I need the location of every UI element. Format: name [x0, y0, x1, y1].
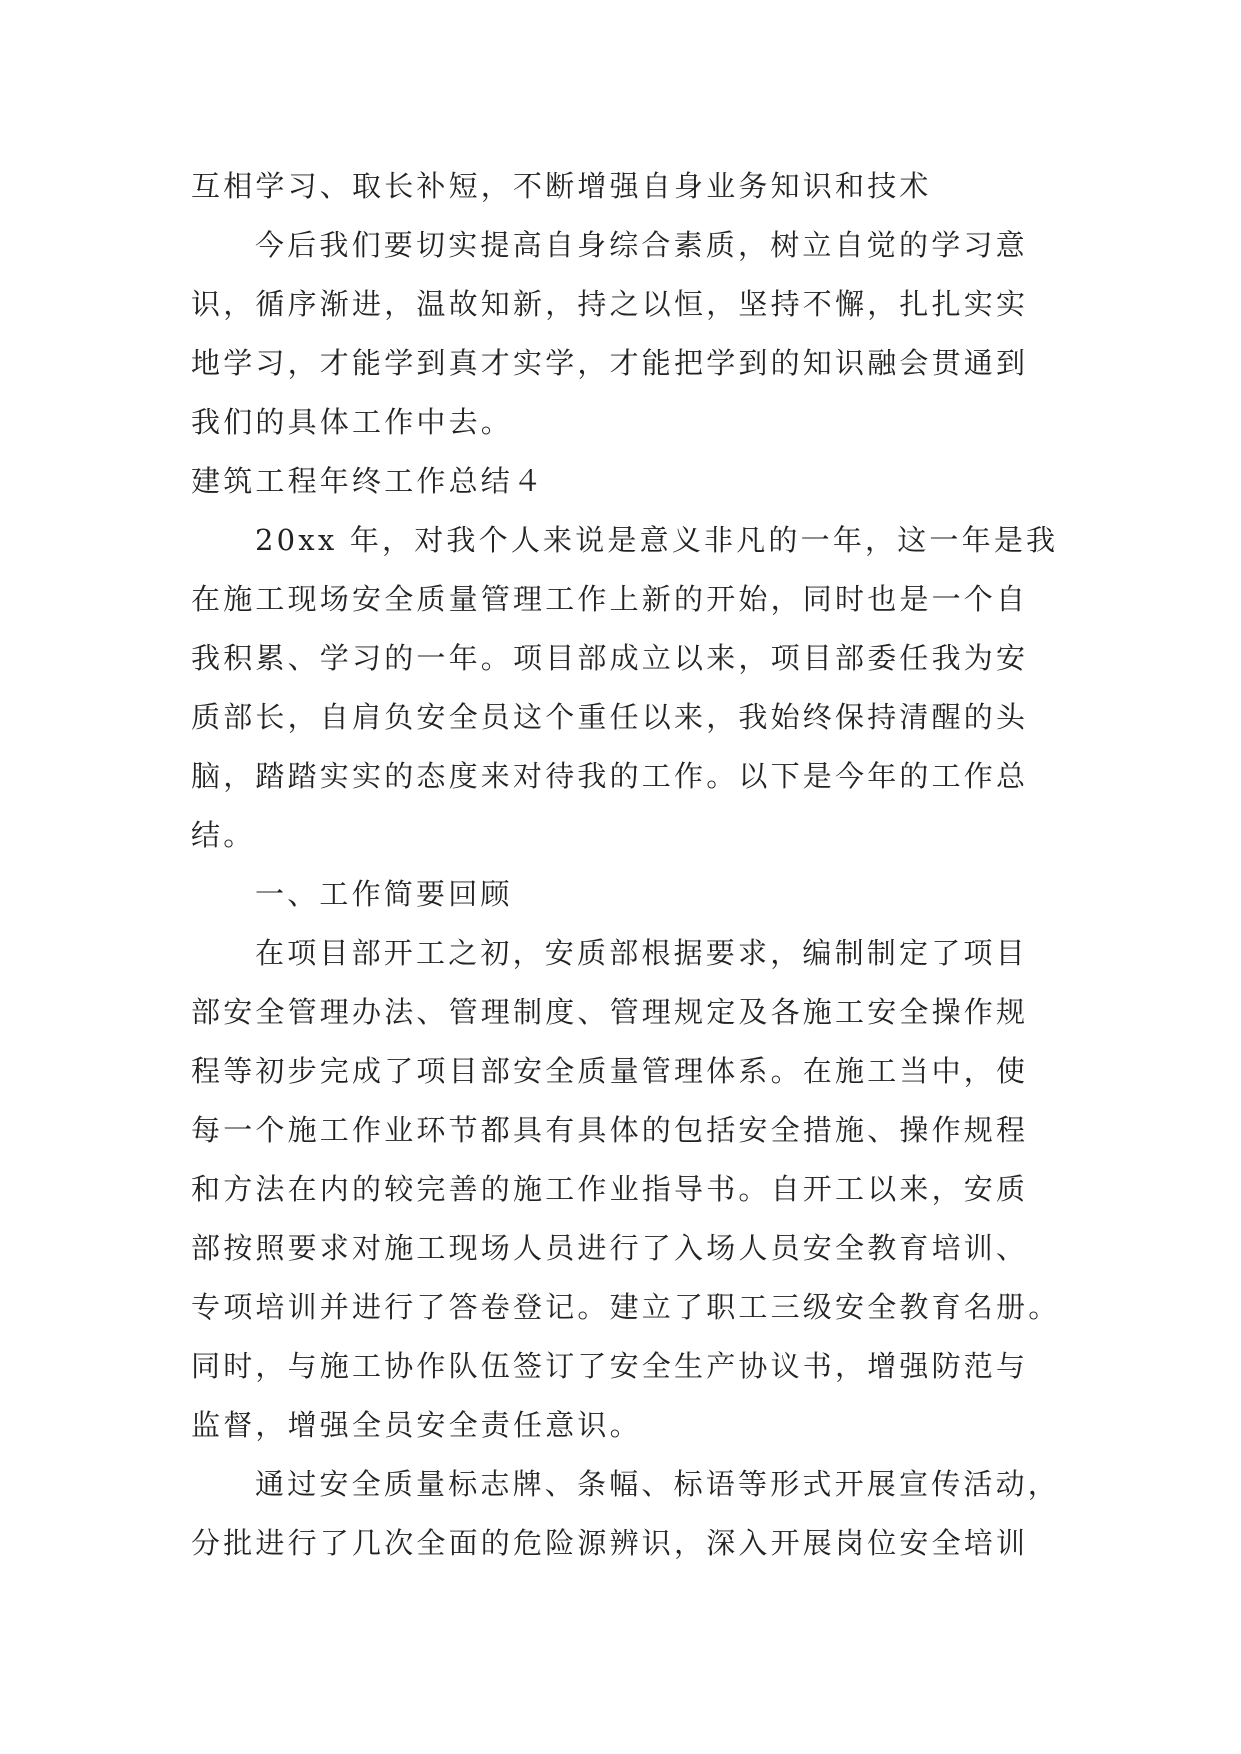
text-line: 部安全管理办法、管理制度、管理规定及各施工安全操作规 — [191, 995, 1029, 1029]
text-line: 20xx 年，对我个人来说是意义非凡的一年，这一年是我 — [255, 523, 1059, 557]
text-line: 互相学习、取长补短，不断增强自身业务知识和技术 — [191, 169, 932, 203]
text-line: 部按照要求对施工现场人员进行了入场人员安全教育培训、 — [191, 1231, 1029, 1265]
document-body — [191, 157, 1061, 1573]
text-line: 和方法在内的较完善的施工作业指导书。自开工以来，安质 — [191, 1172, 1029, 1206]
text-line: 在施工现场安全质量管理工作上新的开始，同时也是一个自 — [191, 582, 1029, 616]
text-line: 分批进行了几次全面的危险源辨识，深入开展岗位安全培训 — [191, 1526, 1029, 1560]
section-heading: 建筑工程年终工作总结４ — [191, 464, 546, 498]
text-line: 质部长，自肩负安全员这个重任以来，我始终保持清醒的头 — [191, 700, 1029, 734]
text-line: 地学习，才能学到真才实学，才能把学到的知识融会贯通到 — [191, 346, 1029, 380]
text-line: 我积累、学习的一年。项目部成立以来，项目部委任我为安 — [191, 641, 1029, 675]
text-line: 同时，与施工协作队伍签订了安全生产协议书，增强防范与 — [191, 1349, 1029, 1383]
text-line: 识，循序渐进，温故知新，持之以恒，坚持不懈，扎扎实实 — [191, 287, 1029, 321]
text-line: 通过安全质量标志牌、条幅、标语等形式开展宣传活动， — [255, 1467, 1061, 1501]
text-line: 专项培训并进行了答卷登记。建立了职工三级安全教育名册。 — [191, 1290, 1061, 1324]
text-line: 在项目部开工之初，安质部根据要求，编制制定了项目 — [255, 936, 1028, 970]
text-line: 程等初步完成了项目部安全质量管理体系。在施工当中，使 — [191, 1054, 1029, 1088]
text-line: 每一个施工作业环节都具有具体的包括安全措施、操作规程 — [191, 1113, 1029, 1147]
text-line: 我们的具体工作中去。 — [191, 405, 514, 439]
text-line: 一、工作简要回顾 — [255, 877, 513, 911]
text-line: 今后我们要切实提高自身综合素质，树立自觉的学习意 — [255, 228, 1028, 262]
text-line: 结。 — [191, 818, 256, 852]
text-line: 监督，增强全员安全责任意识。 — [191, 1408, 642, 1442]
text-line: 脑，踏踏实实的态度来对待我的工作。以下是今年的工作总 — [191, 759, 1029, 793]
